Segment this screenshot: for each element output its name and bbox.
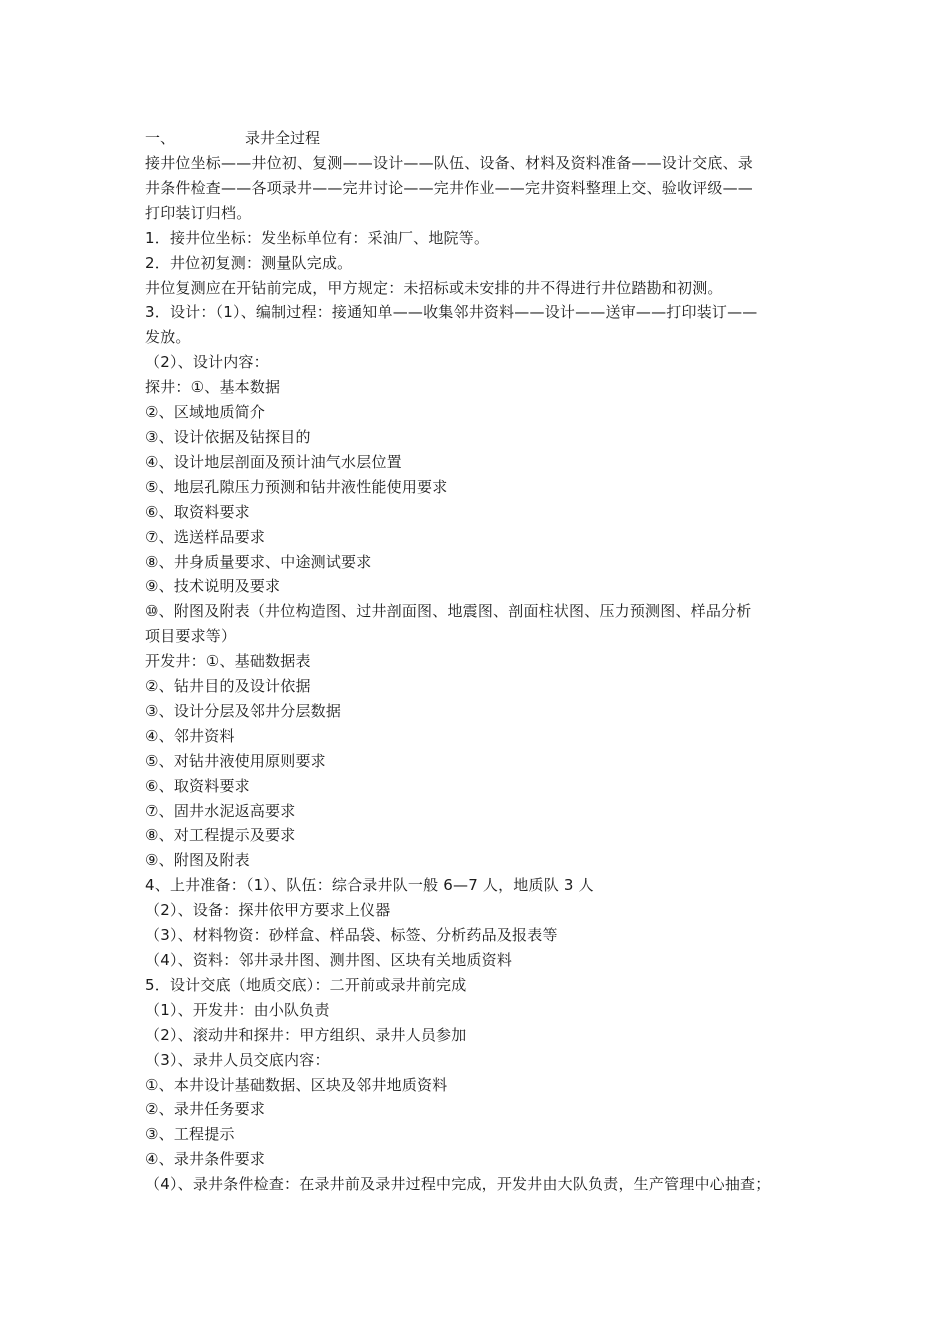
text-line: （1）、开发井：由小队负责 bbox=[145, 1000, 330, 1019]
text-line: ④、邻井资料 bbox=[145, 726, 235, 745]
text-line: （4）、录井条件检查：在录井前及录井过程中完成，开发井由大队负责，生产管理中心抽查； bbox=[145, 1175, 771, 1194]
text-line: ⑨、附图及附表 bbox=[145, 851, 250, 870]
section-number: 一、 bbox=[145, 129, 176, 147]
text-line: ⑤、地层孔隙压力预测和钻井液性能使用要求 bbox=[145, 477, 448, 496]
text-line: ③、设计分层及邻井分层数据 bbox=[145, 701, 342, 720]
section-title: 录井全过程 bbox=[245, 129, 321, 147]
text-line: ⑥、取资料要求 bbox=[145, 776, 250, 795]
text-line: ⑨、技术说明及要求 bbox=[145, 577, 281, 596]
text-line: ⑦、固井水泥返高要求 bbox=[145, 801, 296, 820]
text-line: ③、设计依据及钻探目的 bbox=[145, 427, 311, 446]
text-line: 探井：①、基本数据 bbox=[145, 378, 281, 397]
text-line: （3）、材料物资：砂样盒、样品袋、标签、分析药品及报表等 bbox=[145, 926, 558, 945]
text-line: ⑧、井身质量要求、中途测试要求 bbox=[145, 552, 372, 571]
text-line: 2．井位初复测：测量队完成。 bbox=[145, 253, 353, 272]
document-body bbox=[145, 126, 825, 1197]
text-line: ⑩、附图及附表（井位构造图、过井剖面图、地震图、剖面柱状图、压力预测图、样品分析 bbox=[145, 602, 752, 621]
text-line: 3．设计：（1）、编制过程：接通知单——收集邻井资料——设计——送审——打印装订—— bbox=[145, 303, 758, 322]
text-line: （2）、设计内容： bbox=[145, 353, 269, 372]
body-text bbox=[145, 151, 825, 1197]
text-line: ②、钻井目的及设计依据 bbox=[145, 677, 311, 696]
text-line: 井位复测应在开钻前完成，甲方规定：未招标或未安排的井不得进行井位踏勘和初测。 bbox=[145, 278, 723, 297]
text-line: ②、录井任务要求 bbox=[145, 1100, 266, 1119]
text-line: ②、区域地质简介 bbox=[145, 403, 266, 422]
text-line: （2）、滚动井和探井：甲方组织、录井人员参加 bbox=[145, 1025, 467, 1044]
section-heading bbox=[145, 126, 825, 151]
text-line: 接井位坐标——井位初、复测——设计——队伍、设备、材料及资料准备——设计交底、录 bbox=[145, 154, 754, 172]
text-line: （4）、资料：邻井录井图、测井图、区块有关地质资料 bbox=[145, 951, 513, 969]
text-line: 4、上井准备：（1）、队伍：综合录井队一般 6—7 人，地质队 3 人 bbox=[145, 876, 594, 895]
text-line: 1．接井位坐标：发坐标单位有：采油厂、地院等。 bbox=[145, 228, 490, 247]
text-line: 项目要求等） bbox=[145, 627, 237, 646]
text-line: ⑤、对钻井液使用原则要求 bbox=[145, 751, 326, 770]
text-line: ⑧、对工程提示及要求 bbox=[145, 826, 296, 845]
text-line: （2）、设备：探井依甲方要求上仪器 bbox=[145, 901, 391, 920]
text-line: ④、录井条件要求 bbox=[145, 1150, 266, 1169]
text-line: ⑦、选送样品要求 bbox=[145, 527, 266, 546]
text-line: 发放。 bbox=[145, 328, 191, 347]
text-line: （3）、录井人员交底内容： bbox=[145, 1050, 330, 1069]
text-line: ⑥、取资料要求 bbox=[145, 502, 250, 521]
text-line: ④、设计地层剖面及预计油气水层位置 bbox=[145, 452, 402, 471]
text-line: 开发井：①、基础数据表 bbox=[145, 652, 311, 671]
text-line: 5．设计交底（地质交底）：二开前或录井前完成 bbox=[145, 975, 467, 994]
text-line: ①、本井设计基础数据、区块及邻井地质资料 bbox=[145, 1075, 448, 1094]
text-line: 井条件检查——各项录井——完井讨论——完井作业——完井资料整理上交、验收评级—— bbox=[145, 178, 754, 197]
text-line: ③、工程提示 bbox=[145, 1125, 235, 1144]
text-line: 打印装订归档。 bbox=[145, 203, 252, 222]
